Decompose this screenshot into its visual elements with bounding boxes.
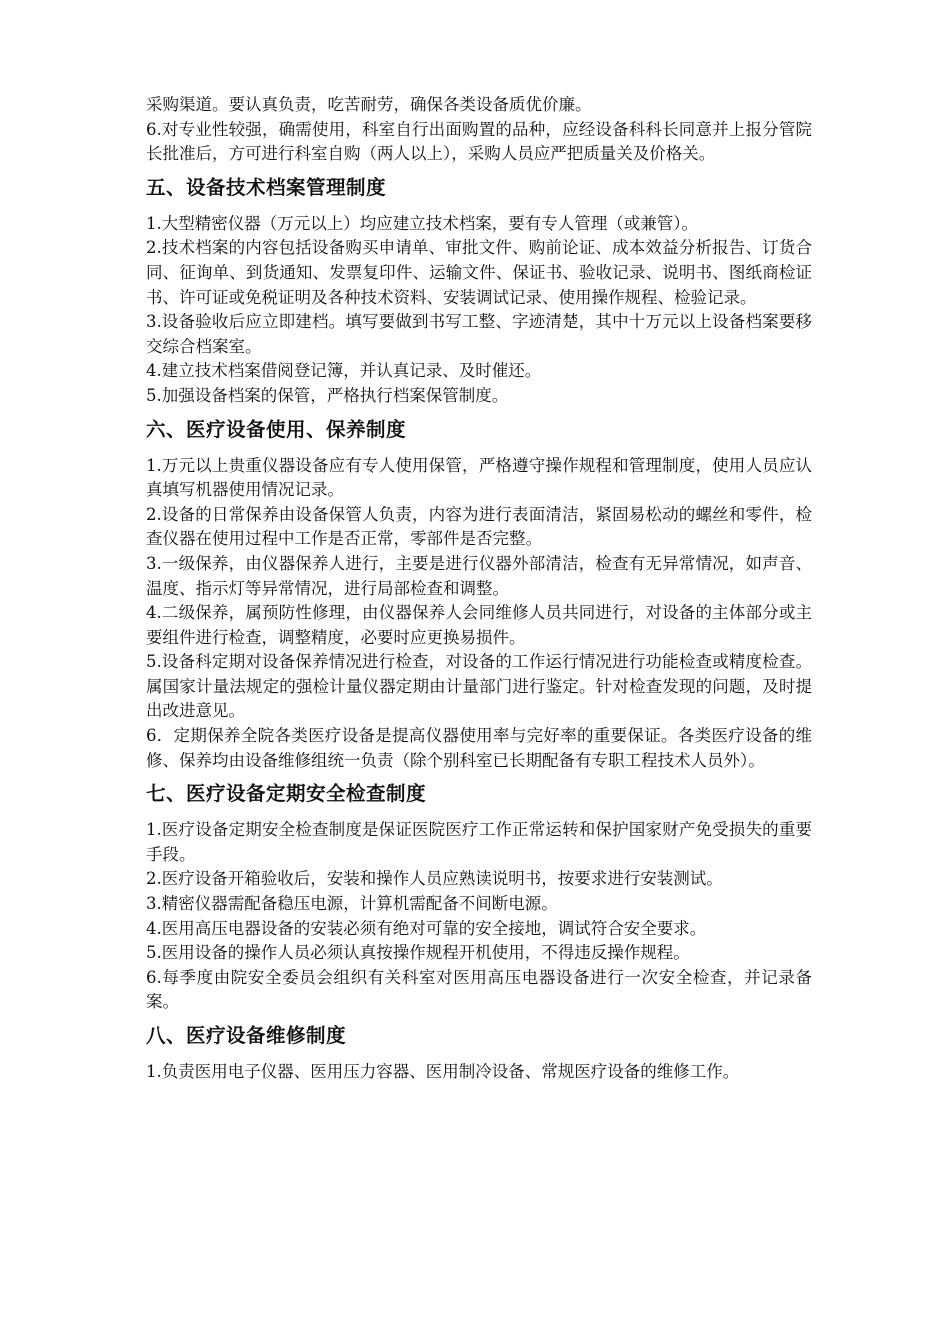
list-item: 6．定期保养全院各类医疗设备是提高仪器使用率与完好率的重要保证。各类医疗设备的维修、保养均由设备维修组统一负责（除个别科室已长期配备有专职工程技术人员外）。 [146,726,812,770]
list-item: 5.设备科定期对设备保养情况进行检查，对设备的工作运行情况进行功能检查或精度检查。属国家计量法规定的强检计量仪器定期由计量部门进行鉴定。针对检查发现的问题，及时提出改进意见。 [146,652,812,721]
section-safety-inspection [146,779,812,1015]
list-item: 3.精密仪器需配备稳压电源，计算机需配备不间断电源。 [146,894,558,914]
paragraph: 6.对专业性较强，确需使用，科室自行出面购置的品种，应经设备科科长同意并上报分管院长批准后，方可进行科室自购（两人以上），采购人员应严把质量关及价格关。 [146,119,812,164]
paragraph: 采购渠道。要认真负责，吃苦耐劳，确保各类设备质优价廉。 [146,95,592,114]
list-item: 2.医疗设备开箱验收后，安装和操作人员应熟读说明书，按要求进行安装测试。 [146,869,723,889]
list-item: 4.二级保养，属预防性修理，由仪器保养人会同维修人员共同进行，对设备的主体部分或主要组件进行检查，调整精度，必要时应更换易损件。 [146,603,812,647]
list-item: 5.加强设备档案的保管，严格执行档案保管制度。 [146,385,509,405]
list-item: 6.每季度由院安全委员会组织有关科室对医用高压电器设备进行一次安全检查，并记录备案。 [146,967,812,1012]
list-item: 3.一级保养，由仪器保养人进行，主要是进行仪器外部清洁，检查有无异常情况，如声音、温度、指示灯等异常情况，进行局部检查和调整。 [146,553,812,598]
list-item: 2.技术档案的内容包括设备购买申请单、审批文件、购前论证、成本效益分析报告、订货合同、征询单、到货通知、发票复印件、运输文件、保证书、验收记录、说明书、图纸商检证书、许可证或免税证明及各种技术资料、安装调试记录、使用操作规程、检验记录。 [146,238,812,307]
list-item: 5.医用设备的操作人员必须认真按操作规程开机使用，不得违反操作规程。 [146,943,690,963]
section-use-maintenance [146,415,812,774]
section-heading: 六、医疗设备使用、保养制度 [146,417,407,441]
list-item: 1.医疗设备定期安全检查制度是保证医院医疗工作正常运转和保护国家财产免受损失的重要手段。 [146,820,812,864]
section-heading: 八、医疗设备维修制度 [146,1024,347,1047]
section-archive-management [146,173,812,409]
section-heading: 五、设备技术档案管理制度 [146,175,387,199]
list-item: 3.设备验收后应立即建档。填写要做到书写工整、字迹清楚，其中十万元以上设备档案要移交综合档案室。 [146,312,812,356]
list-item: 1.大型精密仪器（万元以上）均应建立技术档案，要有专人管理（或兼管）。 [146,213,698,233]
list-item: 4.建立技术档案借阅登记簿，并认真记录、及时催还。 [146,361,542,381]
list-item: 4.医用高压电器设备的安装必须有绝对可靠的安全接地，调试符合安全要求。 [146,918,707,938]
section-heading: 七、医疗设备定期安全检查制度 [146,782,427,806]
section-repair [146,1021,812,1085]
intro-section [146,93,812,167]
list-item: 2.设备的日常保养由设备保管人负责，内容为进行表面清洁，紧固易松动的螺丝和零件，检查仪器在使用过程中工作是否正常，零部件是否完整。 [146,504,812,549]
list-item: 1.负责医用电子仪器、医用压力容器、医用制冷设备、常规医疗设备的维修工作。 [146,1062,740,1081]
list-item: 1.万元以上贵重仪器设备应有专人使用保管，严格遵守操作规程和管理制度，使用人员应认真填写机器使用情况记录。 [146,455,812,500]
